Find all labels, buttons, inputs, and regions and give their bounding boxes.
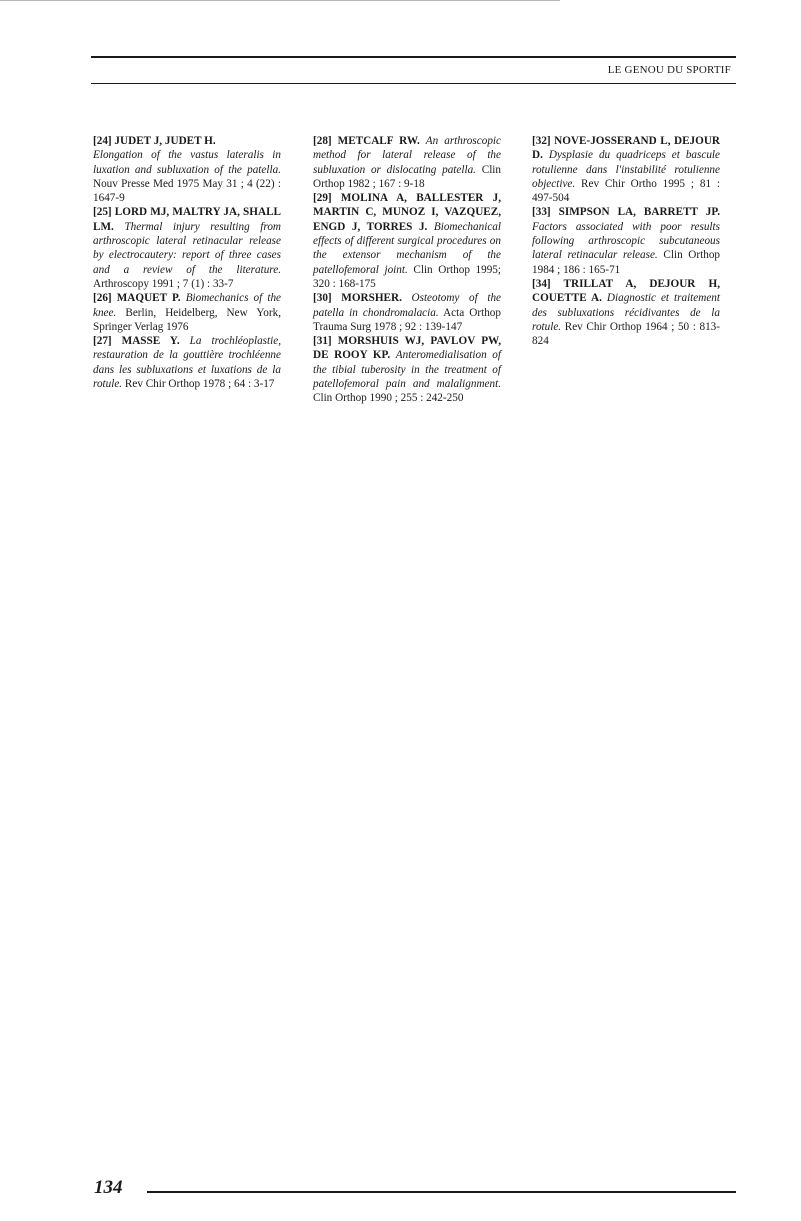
reference-source: Rev Chir Orthop 1964 ; 50 : 813-824 <box>532 320 720 348</box>
reference-authors: [31] MORSHUIS WJ, PAVLOV PW, DE ROOY KP. <box>313 335 501 362</box>
reference-authors: [24] JUDET J, JUDET H. <box>93 135 216 147</box>
reference-title: Biomechanics of the knee. <box>93 292 282 319</box>
scan-edge-line <box>0 0 560 1</box>
reference-entry <box>93 291 281 334</box>
reference-source: Arthroscopy 1991 ; 7 (1) : 33-7 <box>93 277 234 290</box>
reference-column-1 <box>93 134 281 391</box>
reference-entry <box>313 291 501 334</box>
reference-entry <box>313 334 501 405</box>
reference-title: Factors associated with poor results following arthroscopic subcutaneous lateral retinacular release. <box>532 220 720 262</box>
reference-column-3 <box>532 134 720 348</box>
reference-title: An arthroscopic method for lateral release of the subluxation or dislocating patella. <box>313 135 501 176</box>
reference-entry <box>532 205 720 276</box>
reference-authors: [30] MORSHER. <box>313 292 402 305</box>
reference-title: Dysplasie du quadriceps et bascule rotulienne dans l'instabilité rotulienne objective. <box>532 149 720 190</box>
reference-title: Anteromedialisation of the tibial tuberosity in the treatment of patellofemoral pain and malalignment. <box>313 349 501 391</box>
reference-authors: [28] METCALF RW. <box>313 135 420 147</box>
reference-source: Acta Orthop Trauma Surg 1978 ; 92 : 139-147 <box>313 306 501 333</box>
running-head: LE GENOU DU SPORTIF <box>607 64 731 76</box>
reference-authors: [27] MASSE Y. <box>93 335 180 348</box>
reference-source: Clin Orthop 1984 ; 186 : 165-71 <box>532 249 721 276</box>
reference-entry <box>313 191 501 291</box>
reference-entry <box>313 134 501 191</box>
page-number: 134 <box>94 1177 123 1198</box>
header-rule-bottom <box>91 83 736 84</box>
reference-title: Osteotomy of the patella in chondromalacia. <box>313 292 501 319</box>
reference-source: Clin Orthop 1990 ; 255 : 242-250 <box>313 392 464 405</box>
reference-authors: [32] NOVE-JOSSERAND L, DEJOUR D. <box>532 135 720 162</box>
reference-authors: [29] MOLINA A, BALLESTER J, MARTIN C, MUNOZ I, VAZQUEZ, ENGD J, TORRES J. <box>313 192 501 233</box>
reference-title: Thermal injury resulting from arthroscopic lateral retinacular release by electrocautery: report of three cases and a review of the literature. <box>93 220 281 276</box>
reference-authors: [26] MAQUET P. <box>93 292 181 305</box>
reference-source: Rev Chir Orthop 1978 ; 64 : 3-17 <box>124 378 275 391</box>
reference-authors: [34] TRILLAT A, DEJOUR H, COUETTE A. <box>532 277 720 305</box>
reference-column-2 <box>313 134 501 406</box>
reference-title: Biomechanical effects of different surgical procedures on the extensor mechanism of the patellofemoral joint. <box>313 220 501 276</box>
reference-entry <box>93 334 281 391</box>
footer-rule <box>147 1191 736 1193</box>
reference-entry <box>532 277 720 348</box>
reference-authors: [25] LORD MJ, MALTRY JA, SHALL LM. <box>93 206 281 233</box>
reference-source: Clin Orthop 1995; 320 : 168-175 <box>313 263 502 290</box>
reference-entry <box>93 205 281 291</box>
reference-source: Rev Chir Ortho 1995 ; 81 : 497-504 <box>532 177 721 205</box>
reference-authors: [33] SIMPSON LA, BARRETT JP. <box>532 206 720 219</box>
reference-entry <box>93 134 281 205</box>
reference-title: Elongation of the vastus lateralis in luxation and subluxation of the patella. <box>93 149 281 176</box>
reference-title: Diagnostic et traitement des subluxations récidivantes de la rotule. <box>532 292 720 333</box>
reference-source: Berlin, Heidelberg, New York, Springer Verlag 1976 <box>93 306 282 333</box>
reference-title: La trochléoplastie, restauration de la gouttière trochléenne dans les subluxations et luxations de la rotule. <box>93 335 281 391</box>
header-rule-top <box>91 56 736 58</box>
reference-source: Clin Orthop 1982 ; 167 : 9-18 <box>313 163 502 190</box>
reference-source: Nouv Presse Med 1975 May 31 ; 4 (22) : 1647-9 <box>93 177 281 205</box>
reference-entry <box>532 134 720 205</box>
